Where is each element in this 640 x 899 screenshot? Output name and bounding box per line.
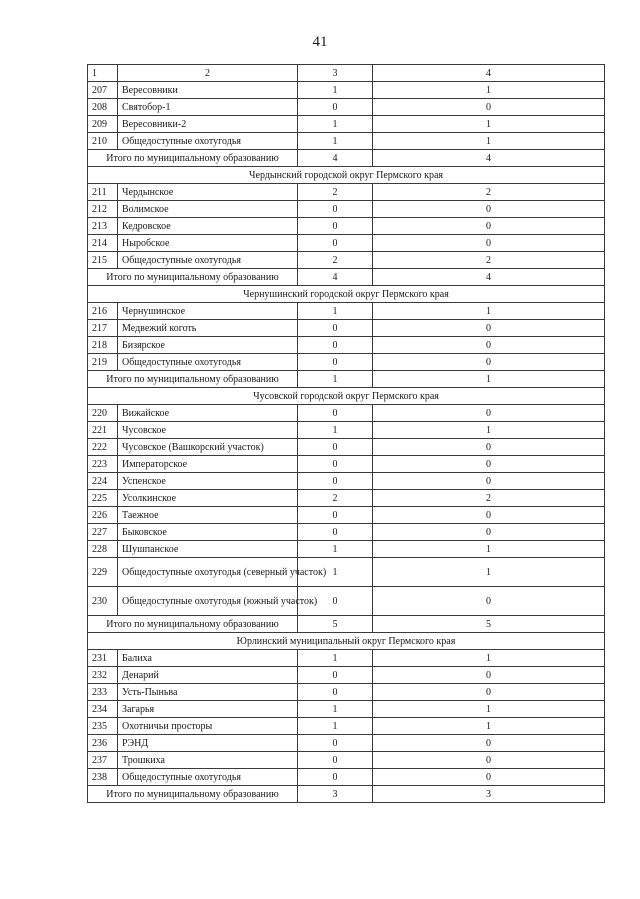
- value-col3: 0: [298, 439, 373, 456]
- row-number: 230: [88, 587, 118, 616]
- value-col3: 1: [298, 422, 373, 439]
- total-label: Итого по муниципальному образованию: [88, 269, 298, 286]
- table-row: [88, 405, 605, 422]
- table-row: [88, 507, 605, 524]
- ground-name: Святобор-1: [118, 99, 298, 116]
- value-col4: 1: [373, 422, 605, 439]
- ground-name: Ныробское: [118, 235, 298, 252]
- ground-name: РЭНД: [118, 735, 298, 752]
- ground-name: Общедоступные охотугодья: [118, 354, 298, 371]
- table-row: [88, 718, 605, 735]
- table-row: [88, 439, 605, 456]
- value-col3: 0: [298, 99, 373, 116]
- table-row: [88, 558, 605, 587]
- table-row: [88, 116, 605, 133]
- section-title: Чернушинский городской округ Пермского края: [88, 286, 605, 303]
- row-number: 207: [88, 82, 118, 99]
- ground-name: Загарья: [118, 701, 298, 718]
- value-col3: 0: [298, 201, 373, 218]
- row-number: 227: [88, 524, 118, 541]
- row-number: 238: [88, 769, 118, 786]
- row-number: 213: [88, 218, 118, 235]
- header-cell: 1: [88, 65, 118, 82]
- header-row: [88, 65, 605, 82]
- value-col3: 0: [298, 752, 373, 769]
- value-col4: 0: [373, 735, 605, 752]
- total-label: Итого по муниципальному образованию: [88, 616, 298, 633]
- row-number: 220: [88, 405, 118, 422]
- row-number: 211: [88, 184, 118, 201]
- value-col3: 0: [298, 473, 373, 490]
- total-col4: 4: [373, 269, 605, 286]
- row-number: 223: [88, 456, 118, 473]
- value-col4: 0: [373, 667, 605, 684]
- table-row: [88, 133, 605, 150]
- row-number: 235: [88, 718, 118, 735]
- total-col3: 1: [298, 371, 373, 388]
- table-row: [88, 735, 605, 752]
- ground-name: Волимское: [118, 201, 298, 218]
- table-row: [88, 82, 605, 99]
- ground-name: Общедоступные охотугодья: [118, 769, 298, 786]
- row-number: 232: [88, 667, 118, 684]
- page-number: 41: [312, 34, 328, 50]
- value-col3: 2: [298, 184, 373, 201]
- row-number: 208: [88, 99, 118, 116]
- value-col4: 0: [373, 473, 605, 490]
- table-row: [88, 320, 605, 337]
- ground-name: Усолкинское: [118, 490, 298, 507]
- value-col4: 0: [373, 587, 605, 616]
- ground-name: Балиха: [118, 650, 298, 667]
- ground-name: Денарий: [118, 667, 298, 684]
- ground-name: Вижайское: [118, 405, 298, 422]
- row-number: 226: [88, 507, 118, 524]
- ground-name: Общедоступные охотугодья: [118, 252, 298, 269]
- row-number: 217: [88, 320, 118, 337]
- table-row: [88, 99, 605, 116]
- value-col4: 0: [373, 684, 605, 701]
- value-col4: 0: [373, 354, 605, 371]
- row-number: 224: [88, 473, 118, 490]
- ground-name: Быковское: [118, 524, 298, 541]
- table-row: [88, 650, 605, 667]
- ground-name: Чусовское (Вашкорский участок): [118, 439, 298, 456]
- value-col4: 1: [373, 303, 605, 320]
- total-col3: 4: [298, 150, 373, 167]
- header-cell: 2: [118, 65, 298, 82]
- value-col3: 0: [298, 354, 373, 371]
- ground-name: Чусовское: [118, 422, 298, 439]
- total-row: [88, 269, 605, 286]
- table-row: [88, 684, 605, 701]
- row-number: 231: [88, 650, 118, 667]
- value-col4: 1: [373, 82, 605, 99]
- table-row: [88, 456, 605, 473]
- section-title-row: [88, 388, 605, 405]
- total-label: Итого по муниципальному образованию: [88, 150, 298, 167]
- ground-name: Общедоступные охотугодья: [118, 133, 298, 150]
- ground-name: Общедоступные охотугодья (южный участок): [118, 587, 298, 616]
- section-title-row: [88, 167, 605, 184]
- row-number: 233: [88, 684, 118, 701]
- row-number: 237: [88, 752, 118, 769]
- value-col3: 0: [298, 667, 373, 684]
- row-number: 219: [88, 354, 118, 371]
- ground-name: Усть-Пыньва: [118, 684, 298, 701]
- total-col4: 4: [373, 150, 605, 167]
- value-col4: 0: [373, 752, 605, 769]
- value-col4: 1: [373, 133, 605, 150]
- row-number: 234: [88, 701, 118, 718]
- total-row: [88, 616, 605, 633]
- value-col3: 0: [298, 337, 373, 354]
- value-col4: 1: [373, 116, 605, 133]
- value-col4: 0: [373, 405, 605, 422]
- table-row: [88, 541, 605, 558]
- row-number: 222: [88, 439, 118, 456]
- section-title: Юрлинский муниципальный округ Пермского края: [88, 633, 605, 650]
- value-col3: 0: [298, 405, 373, 422]
- total-label: Итого по муниципальному образованию: [88, 371, 298, 388]
- table-row: [88, 218, 605, 235]
- total-row: [88, 150, 605, 167]
- value-col4: 1: [373, 701, 605, 718]
- total-col3: 4: [298, 269, 373, 286]
- header-cell: 4: [373, 65, 605, 82]
- value-col3: 1: [298, 701, 373, 718]
- section-title-row: [88, 633, 605, 650]
- value-col3: 1: [298, 558, 373, 587]
- ground-name: Кедровское: [118, 218, 298, 235]
- value-col3: 2: [298, 252, 373, 269]
- value-col4: 0: [373, 439, 605, 456]
- total-col4: 1: [373, 371, 605, 388]
- row-number: 229: [88, 558, 118, 587]
- ground-name: Шушпанское: [118, 541, 298, 558]
- ground-name: Трошкиха: [118, 752, 298, 769]
- total-col3: 3: [298, 786, 373, 803]
- value-col3: 1: [298, 82, 373, 99]
- hunting-grounds-table: [87, 64, 605, 803]
- table-row: [88, 337, 605, 354]
- value-col3: 0: [298, 587, 373, 616]
- value-col3: 0: [298, 735, 373, 752]
- value-col3: 1: [298, 650, 373, 667]
- value-col3: 0: [298, 769, 373, 786]
- row-number: 215: [88, 252, 118, 269]
- value-col3: 0: [298, 524, 373, 541]
- row-number: 212: [88, 201, 118, 218]
- value-col4: 0: [373, 201, 605, 218]
- value-col4: 0: [373, 769, 605, 786]
- table-row: [88, 524, 605, 541]
- value-col4: 1: [373, 558, 605, 587]
- table-row: [88, 587, 605, 616]
- table-row: [88, 752, 605, 769]
- row-number: 225: [88, 490, 118, 507]
- row-number: 218: [88, 337, 118, 354]
- value-col4: 0: [373, 235, 605, 252]
- ground-name: Императорское: [118, 456, 298, 473]
- table-row: [88, 473, 605, 490]
- value-col4: 0: [373, 218, 605, 235]
- value-col3: 0: [298, 320, 373, 337]
- table-row: [88, 422, 605, 439]
- row-number: 210: [88, 133, 118, 150]
- value-col3: 1: [298, 718, 373, 735]
- table-row: [88, 252, 605, 269]
- table-row: [88, 769, 605, 786]
- value-col3: 0: [298, 235, 373, 252]
- section-title: Чердынский городской округ Пермского края: [88, 167, 605, 184]
- value-col4: 1: [373, 541, 605, 558]
- total-col4: 5: [373, 616, 605, 633]
- ground-name: Вересовники: [118, 82, 298, 99]
- value-col3: 0: [298, 218, 373, 235]
- value-col3: 1: [298, 133, 373, 150]
- value-col3: 1: [298, 541, 373, 558]
- ground-name: Чердынское: [118, 184, 298, 201]
- value-col4: 1: [373, 650, 605, 667]
- total-col4: 3: [373, 786, 605, 803]
- ground-name: Общедоступные охотугодья (северный участок): [118, 558, 298, 587]
- value-col4: 2: [373, 252, 605, 269]
- value-col4: 0: [373, 456, 605, 473]
- header-cell: 3: [298, 65, 373, 82]
- value-col4: 2: [373, 184, 605, 201]
- row-number: 216: [88, 303, 118, 320]
- value-col4: 1: [373, 718, 605, 735]
- value-col3: 0: [298, 684, 373, 701]
- row-number: 214: [88, 235, 118, 252]
- ground-name: Медвежий коготь: [118, 320, 298, 337]
- total-label: Итого по муниципальному образованию: [88, 786, 298, 803]
- value-col4: 0: [373, 99, 605, 116]
- ground-name: Бизярское: [118, 337, 298, 354]
- table-row: [88, 201, 605, 218]
- value-col4: 0: [373, 524, 605, 541]
- ground-name: Чернушинское: [118, 303, 298, 320]
- value-col4: 0: [373, 507, 605, 524]
- ground-name: Охотничьи просторы: [118, 718, 298, 735]
- table-row: [88, 490, 605, 507]
- table-row: [88, 354, 605, 371]
- value-col4: 0: [373, 337, 605, 354]
- value-col3: 1: [298, 116, 373, 133]
- row-number: 221: [88, 422, 118, 439]
- value-col4: 2: [373, 490, 605, 507]
- value-col3: 2: [298, 490, 373, 507]
- table-row: [88, 184, 605, 201]
- table-row: [88, 701, 605, 718]
- table-row: [88, 235, 605, 252]
- row-number: 236: [88, 735, 118, 752]
- row-number: 209: [88, 116, 118, 133]
- value-col3: 0: [298, 456, 373, 473]
- row-number: 228: [88, 541, 118, 558]
- total-row: [88, 786, 605, 803]
- total-row: [88, 371, 605, 388]
- ground-name: Таежное: [118, 507, 298, 524]
- section-title-row: [88, 286, 605, 303]
- table-row: [88, 667, 605, 684]
- total-col3: 5: [298, 616, 373, 633]
- table-row: [88, 303, 605, 320]
- value-col3: 0: [298, 507, 373, 524]
- ground-name: Вересовники-2: [118, 116, 298, 133]
- ground-name: Успенское: [118, 473, 298, 490]
- value-col4: 0: [373, 320, 605, 337]
- section-title: Чусовской городской округ Пермского края: [88, 388, 605, 405]
- value-col3: 1: [298, 303, 373, 320]
